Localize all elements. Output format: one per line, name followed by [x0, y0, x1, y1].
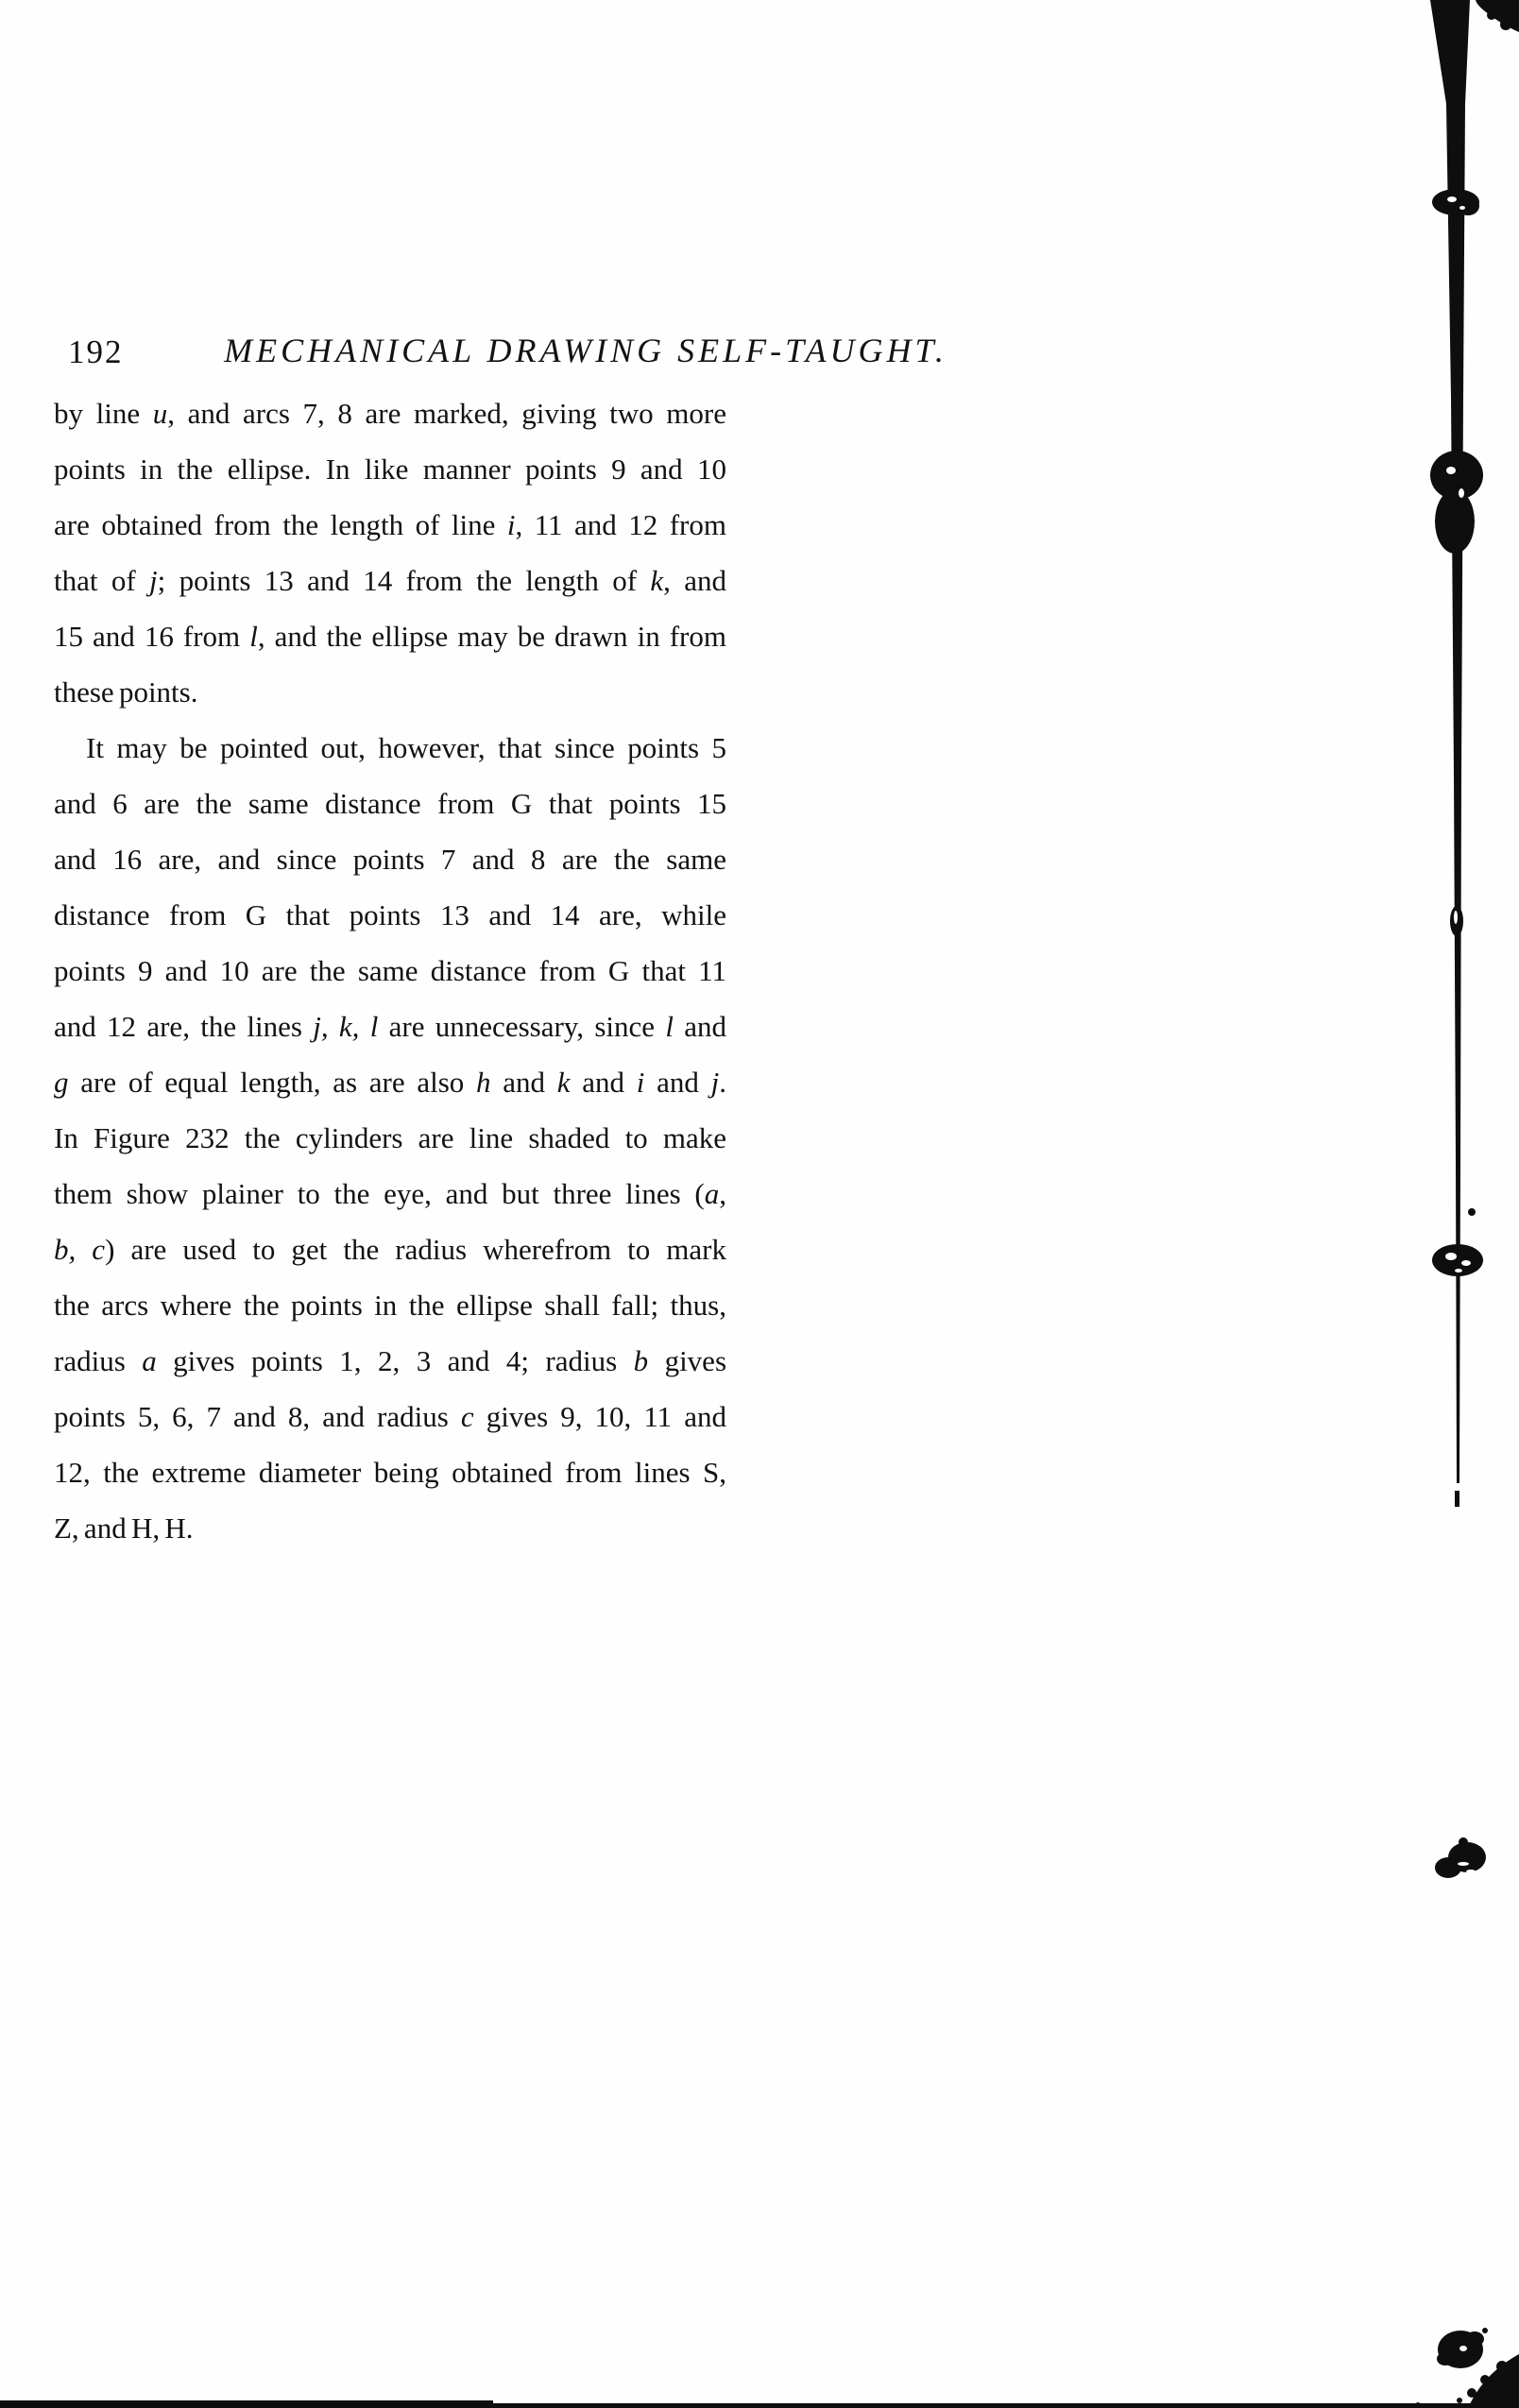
corner-ink-artifact: [1476, 0, 1519, 32]
running-title: MECHANICAL DRAWING SELF-TAUGHT.: [224, 332, 947, 369]
text-line: b, c) are used to get the radius wherefrom to mark: [54, 1233, 726, 1266]
text-line: and 16 are, and since points 7 and 8 are the same: [54, 843, 726, 876]
text-line: the arcs where the points in the ellipse shall fall; thus,: [54, 1289, 726, 1322]
ink-blot-artifact: [1435, 1837, 1486, 1878]
text-line: and 6 are the same distance from G that points 15: [54, 787, 726, 820]
text-line: Z, and H, H.: [54, 1511, 194, 1545]
scan-edge-bar-artifact: [489, 2403, 1519, 2408]
text-line: that of j; points 13 and 14 from the length of k, and: [54, 564, 726, 597]
ink-blot-artifact: [1437, 2328, 1488, 2368]
text-line: In Figure 232 the cylinders are line shaded to make: [54, 1121, 726, 1154]
text-line: g are of equal length, as are also h and k and i and j.: [54, 1066, 726, 1099]
text-line: radius a gives points 1, 2, 3 and 4; radius b gives: [54, 1344, 726, 1377]
crease-bump-artifact: [1450, 906, 1463, 936]
text-line: distance from G that points 13 and 14 are, while: [54, 898, 726, 931]
text-line: 12, the extreme diameter being obtained from lines S,: [54, 1456, 726, 1489]
body-text: [54, 385, 726, 1556]
binding-crease-line-artifact: [1430, 0, 1470, 1483]
text-line: by line u, and arcs 7, 8 are marked, giving two more: [54, 397, 726, 430]
ink-knot-artifact: [1432, 189, 1479, 215]
text-line: It may be pointed out, however, that since points 5: [86, 731, 726, 764]
text-line: them show plainer to the eye, and but three lines (a,: [54, 1177, 726, 1210]
ink-knot-artifact: [1432, 1244, 1483, 1276]
page-number: 192: [68, 333, 124, 370]
text-line: points in the ellipse. In like manner points 9 and 10: [54, 453, 726, 486]
text-line: these points.: [54, 675, 198, 709]
text-line: 15 and 16 from l, and the ellipse may be drawn in from: [54, 620, 726, 653]
corner-ink-artifact: [1468, 2354, 1519, 2408]
text-line: are obtained from the length of line i, 11 and 12 from: [54, 508, 726, 541]
ink-knot-artifact: [1430, 451, 1483, 554]
text-line: points 9 and 10 are the same distance from G that 11: [54, 954, 726, 987]
ink-dot-artifact: [1468, 1208, 1476, 1216]
scan-edge-bar-artifact: [0, 2400, 493, 2408]
text-line: and 12 are, the lines j, k, l are unnecessary, since l and: [54, 1010, 726, 1043]
text-line: points 5, 6, 7 and 8, and radius c gives 9, 10, 11 and: [54, 1400, 726, 1433]
